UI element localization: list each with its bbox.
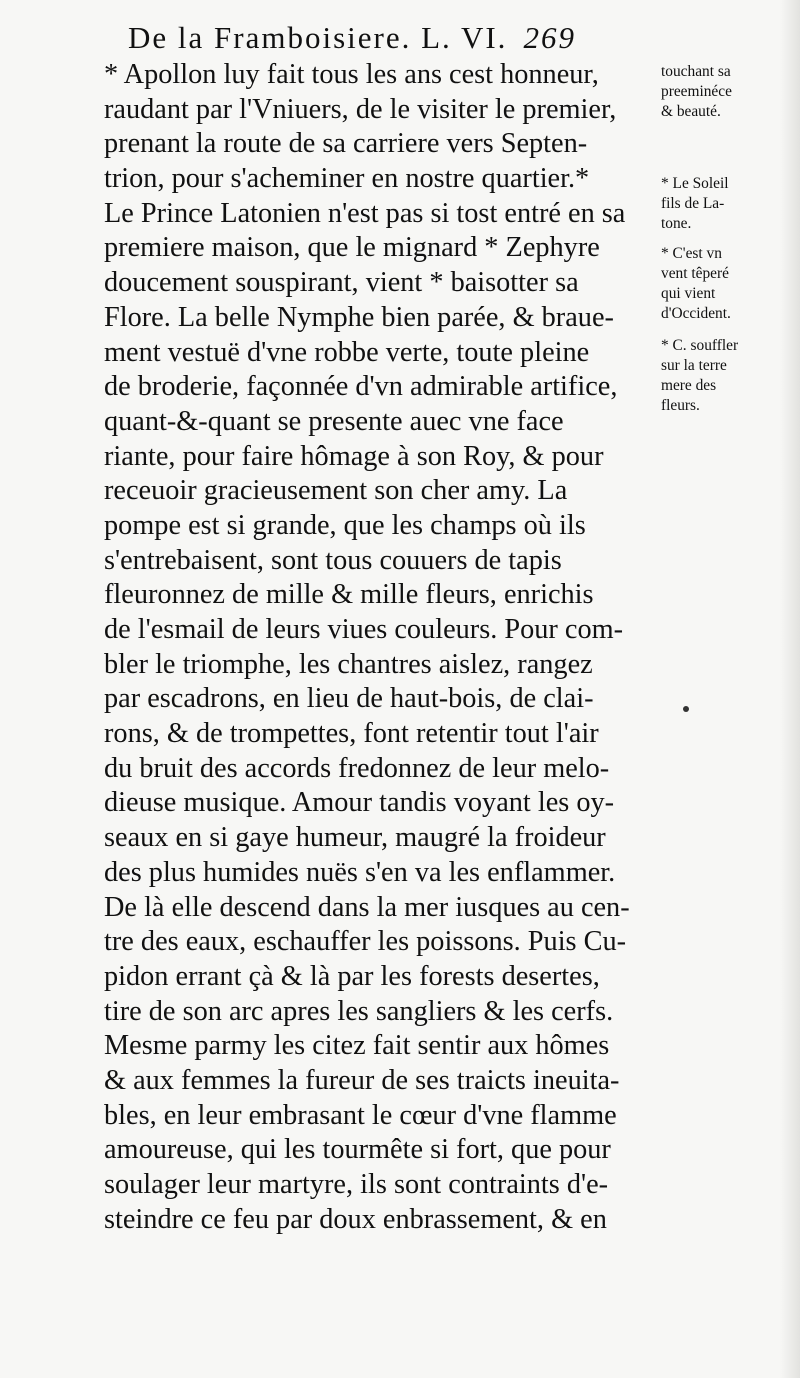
text-line: * Apollon luy fait tous les ans cest honneur, <box>104 59 599 90</box>
text-line: tre des eaux, eschauffer les poissons. Puis Cu- <box>104 926 627 958</box>
page-number: 269 <box>523 20 576 55</box>
text-line: pidon errant çà & là par les forests desertes, <box>104 960 600 992</box>
text-line: De là elle descend dans la mer iusques au cen- <box>104 891 630 923</box>
text-line: seaux en si gaye humeur, maugré la froideur <box>104 822 606 854</box>
text-line: de l'esmail de leurs viues couleurs. Pour com- <box>104 614 624 645</box>
text-line: de broderie, façonnée d'vn admirable artifice, <box>104 371 618 403</box>
margin-note-line: * C'est vn <box>661 245 722 262</box>
text-line: doucement souspirant, vient * baisotter sa <box>104 267 579 299</box>
text-line: premiere maison, que le mignard * Zephyre <box>104 232 600 264</box>
margin-note <box>661 174 793 234</box>
running-head <box>128 16 668 60</box>
margin-note-line: touchant sa <box>661 63 731 80</box>
text-line: tire de son arc apres les sangliers & les cerfs. <box>104 995 614 1027</box>
text-line: raudant par l'Vniuers, de le visiter le premier, <box>104 93 617 125</box>
text-line: fleuronnez de mille & mille fleurs, enrichis <box>104 579 594 611</box>
text-line: amoureuse, qui les tourmête si fort, que pour <box>104 1134 611 1166</box>
text-line: trion, pour s'acheminer en nostre quartier.* <box>104 163 590 195</box>
margin-note-line: d'Occident. <box>661 305 731 322</box>
text-line: s'entrebaisent, sont tous couuers de tapis <box>104 544 562 576</box>
margin-note-line: mere des <box>661 377 717 394</box>
text-line: du bruit des accords fredonnez de leur melo- <box>104 752 610 784</box>
text-line: Flore. La belle Nymphe bien parée, & braue- <box>104 301 614 333</box>
text-line: soulager leur martyre, ils sont contraints d'e- <box>104 1169 609 1200</box>
text-line: ment vestuë d'vne robbe verte, toute pleine <box>104 336 590 368</box>
text-line: par escadrons, en lieu de haut-bois, de clai- <box>104 683 594 715</box>
body-text <box>104 58 676 1237</box>
text-line: riante, pour faire hômage à son Roy, & pour <box>104 440 604 472</box>
margin-note <box>661 244 793 324</box>
text-line: receuoir gracieusement son cher amy. La <box>104 475 568 507</box>
margin-note-line: * C. souffler <box>661 337 739 354</box>
margin-note-line: preeminéce <box>661 83 732 100</box>
text-line: rons, & de trompettes, font retentir tout l'air <box>104 718 599 750</box>
text-line: Le Prince Latonien n'est pas si tost entré en sa <box>104 197 626 229</box>
text-line: prenant la route de sa carriere vers Septen- <box>104 128 588 160</box>
text-line: Mesme parmy les citez fait sentir aux hômes <box>104 1030 610 1062</box>
margin-note-line: fleurs. <box>661 397 700 414</box>
text-line: bler le triomphe, les chantres aislez, rangez <box>104 648 593 680</box>
margin-note-line: & beauté. <box>661 103 721 120</box>
running-head-title: De la Framboisiere. L. VI. <box>128 20 508 55</box>
text-line: dieuse musique. Amour tandis voyant les oy- <box>104 787 615 819</box>
margin-note-line: fils de La- <box>661 195 725 212</box>
ink-speck <box>683 706 689 712</box>
text-line: pompe est si grande, que les champs où ils <box>104 509 586 541</box>
margin-note <box>661 62 793 122</box>
margin-note-line: sur la terre <box>661 357 727 374</box>
text-line: quant-&-quant se presente auec vne face <box>104 405 564 437</box>
margin-note-line: * Le Soleil <box>661 175 729 192</box>
margin-note-line: vent têperé <box>661 265 729 282</box>
text-line: steindre ce feu par doux enbrassement, & en <box>104 1203 607 1235</box>
margin-note-line: tone. <box>661 215 692 232</box>
text-line: bles, en leur embrasant le cœur d'vne flamme <box>104 1099 617 1131</box>
margin-note-line: qui vient <box>661 285 716 302</box>
text-line: des plus humides nuës s'en va les enflammer. <box>104 856 616 888</box>
margin-note <box>661 336 793 416</box>
text-line: & aux femmes la fureur de ses traicts ineuita- <box>104 1064 620 1096</box>
